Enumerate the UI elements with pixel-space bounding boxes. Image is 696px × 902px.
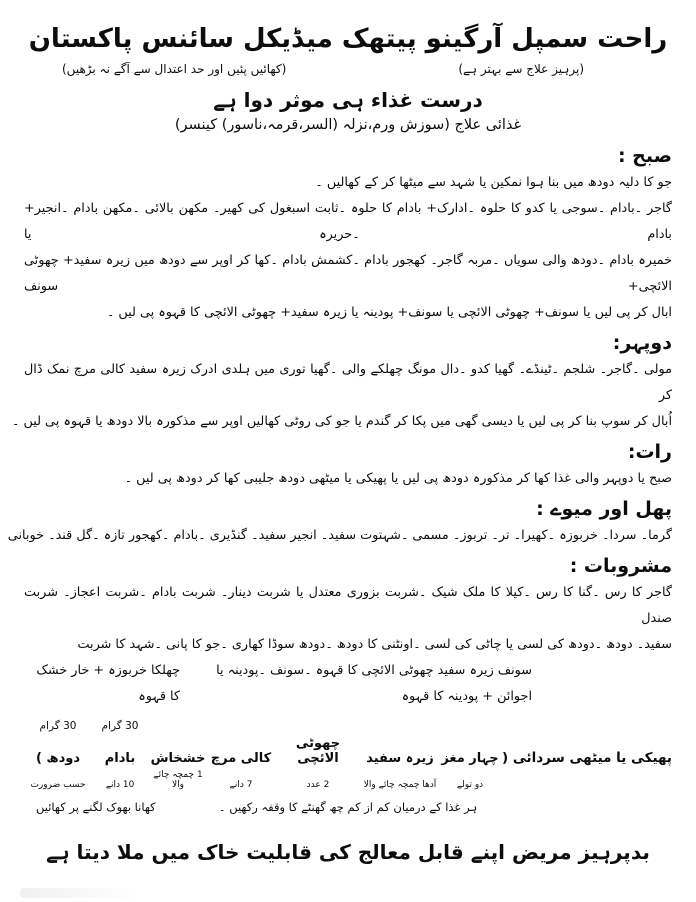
qty-khashkhash: 1 چمچہ چائے والا — [153, 770, 203, 790]
qty-choti-elaichi: 2 عدد — [306, 780, 330, 790]
ingredient-kali-mirch: کالی مرچ — [210, 751, 272, 766]
section-fruits-heading: پھل اور میوے : — [536, 498, 672, 520]
motto-row — [24, 62, 672, 76]
section-drinks — [24, 555, 672, 710]
section-noon-heading: دوپہر: — [612, 332, 672, 354]
morning-line-4: ابال کر پی لیں یا سونف+ چھوٹی الائچی یا سونف+ پودینہ یا زیرہ سفید+ چھوٹی الائچی کا قہوہ پی لیں ۔ — [106, 305, 672, 320]
section-night-heading: رات: — [627, 441, 672, 463]
drinks-line-3-right: سونف زیرہ سفید چھوٹی الائچی کا قہوہ ۔سونف ۔پودینہ یا اجوائن + پودینہ کا قہوہ — [216, 663, 532, 704]
qty-doodh: حسب ضرورت — [30, 780, 86, 790]
section-night — [24, 441, 672, 492]
ingredient-khashkhash: خشخاش — [150, 751, 206, 766]
notes-row — [24, 800, 672, 824]
section-noon — [11, 332, 672, 435]
ingredient-doodh: دودھ ) — [35, 751, 81, 766]
grams-label-1: 30 گرام — [101, 720, 139, 732]
qty-zeera-safaid: آدھا چمچہ چائے والا — [363, 780, 437, 790]
motto-right: (پرہیز علاج سے بہتر ہے) — [458, 62, 584, 76]
ingredient-chahar-maghz: چہار مغز — [441, 751, 499, 766]
section-drinks-heading: مشروبات : — [569, 555, 672, 577]
qty-kali-mirch: 7 دانے — [229, 780, 253, 790]
sardai-grams-row — [24, 720, 672, 732]
drinks-line-3-left: چھلکا خربوزہ + خار خشک کا قہوہ — [36, 663, 181, 704]
motto-left: (کھائیں پئیں اور حد اعتدال سے آگے نہ بڑھیں) — [62, 62, 287, 76]
qty-chahar-maghz: دو تولے — [456, 780, 484, 790]
ingredient-badam: بادام — [104, 751, 136, 766]
sardai-quantities-row — [24, 770, 672, 790]
main-heading: درست غذاء ہی موثر دوا ہے — [213, 88, 483, 112]
morning-line-1: جو کا دلیہ دودھ میں بنا ہوا نمکین یا شہد سے میٹھا کر کے کھالیں ۔ — [315, 175, 672, 190]
sardai-ingredients-row — [24, 736, 672, 766]
noon-line-2: اُبال کر سوپ بنا کر پی لیں یا دیسی گھی میں پکا کر گندم یا جو کی روٹی کھالیں اوپر سے مذکورہ بالا دودھ یا قہوہ پی لیں ۔ — [11, 414, 672, 429]
drinks-line-2: سفید۔ دودھ ۔دودھ کی لسی یا چاٹی کی لسی ۔اونٹنی کا دودھ ۔دودھ سوڈا کھاری ۔جو کا پانی ۔شہد کا شربت — [77, 637, 672, 652]
drinks-line-1: گاجر کا رس ۔گنا کا رس ۔کیلا کا ملک شیک ۔شربت بزوری معتدل یا شربت دینار۔ شربت بادام ۔شربت اعجاز۔ شربت صندل — [24, 585, 672, 626]
night-line-1: صبح یا دوپہر والی غذا کھا کر مذکورہ دودھ پی لیں یا پھیکی یا میٹھی دودھ جلیبی کھا کر دودھ پی لیں ۔ — [124, 471, 672, 486]
note-meal-gap: ہر غذا کے درمیان کم از کم چھ گھنٹے کا وقفہ رکھیں ۔ — [218, 800, 478, 814]
ingredient-choti-elaichi: چھوٹی الائچی — [295, 736, 341, 766]
drinks-line-3 — [24, 658, 672, 710]
sardai-row-label: پھیکی یا میٹھی سردائی ( — [501, 750, 672, 766]
noon-line-1: مولی ۔گاجر۔ شلجم ۔ٹینڈے۔ گھیا کدو ۔دال مونگ چھلکے والی ۔گھیا توری میں ہلدی ادرک زیرہ سفید کالی مرچ نمک ڈال کر — [24, 362, 672, 403]
scan-smudge — [20, 888, 140, 898]
section-fruits — [7, 498, 672, 549]
qty-badam: 10 دانے — [105, 780, 135, 790]
ingredient-zeera-safaid: زیرہ سفید — [366, 751, 434, 766]
fruits-line-1: گرما۔ سردا۔ خربوزہ ۔کھیرا۔ تر۔ تربوز۔ مسمی ۔شہتوت سفید۔ انجیر سفید۔ گنڈیری ۔بادام ۔کھجور تازہ ۔گل قند۔ خوبانی — [7, 528, 672, 543]
morning-line-2: گاجر ۔بادام ۔سوجی یا کدو کا حلوہ ۔ادارک+ بادام کا حلوہ ۔ثابت اسبغول کی کھیر۔ مکھن بالائی ۔مکھن بادام ۔انجیر+ بادام ۔حریرہ یا — [24, 201, 672, 242]
grams-label-2: 30 گرام — [39, 720, 77, 732]
morning-line-3: خمیرہ بادام ۔دودھ والی سویاں ۔مربہ گاجر۔ کھجور بادام ۔کشمش بادام ۔کھا کر اوپر سے دودھ میں زیرہ سفید+ چھوٹی الائچی+ سونف — [24, 253, 672, 294]
section-morning — [24, 145, 672, 326]
note-eat-when-hungry: کھانا بھوک لگنے پر کھائیں — [36, 800, 156, 814]
section-morning-heading: صبح : — [617, 145, 672, 167]
sardai-table — [24, 720, 672, 790]
sub-heading: غذائی علاج (سوزش ورم،نزلہ (السر،قرمہ،ناسور) کینسر) — [174, 117, 522, 133]
page-title: راحت سمپل آرگینو پیتھک میڈیکل سائنس پاکستان — [28, 24, 668, 54]
footer-warning: بدپرہیز مریض اپنے قابل معالج کی قابلیت خاک میں ملا دیتا ہے — [46, 840, 650, 864]
